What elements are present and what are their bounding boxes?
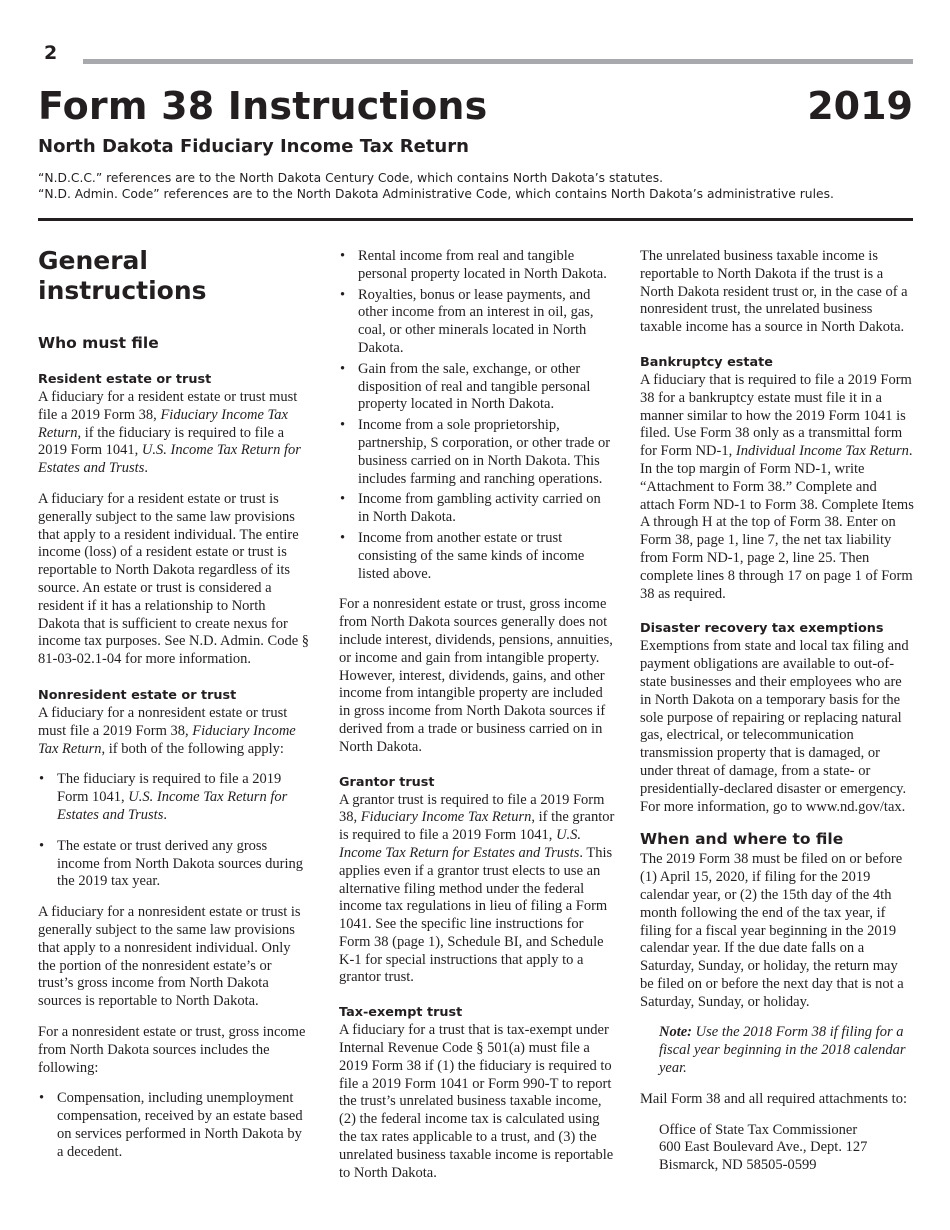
list-item: • Gain from the sale, exchange, or other disposition of real and tangible personal property located in North Dakota. (339, 361, 615, 414)
list-item: • Rental income from real and tangible personal property located in North Dakota. (339, 248, 615, 284)
heading-grantor-trust: Grantor trust (339, 774, 435, 790)
column-3 (640, 244, 915, 1175)
paragraph-bankruptcy-estate: A fiduciary that is required to file a 2019 Form 38 for a bankruptcy estate must file it in a manner similar to how the 2019 Form 1041 is filed. Use Form 38 only as a transmittal form for Form ND-1, Individual Income Tax Return. In the top margin of Form ND-1, write “Attachment to Form 38.” Complete and attach Form ND-1 to Form 38. Complete Items A through H at the top of Form 38. Enter on Form 38, page 1, line 7, the net tax liability from Form ND-1, page 2, line 25. Then complete lines 8 through 17 on page 1 of Form 38 as required. (640, 371, 914, 602)
paragraph-nonresident-law: A fiduciary for a nonresident estate or trust is generally subject to the same law provisions that apply to a nonresident individual. Only the portion of the nonresident estate’s or trust’s gross income from North Dakota sources is reportable to North Dakota. (38, 904, 301, 1010)
address-line: Bismarck, ND 58505-0599 (659, 1157, 817, 1174)
paragraph-nonresident-exclusions: For a nonresident estate or trust, gross income from North Dakota sources generally does not include interest, dividends, pensions, annuities, or income and gain from intangible property. However, interest, dividends, gains, and other income from intangible property are included in gross income from North Dakota sources if derived from a trade or business carried on in North Dakota. (339, 596, 613, 755)
paragraph-due-date: The 2019 Form 38 must be filed on or before (1) April 15, 2020, if filing for the 2019 calendar year, or (2) the 15th day of the 4th month following the end of the tax year, if filing for a fiscal year beginning in the 2019 calendar year. If the due date falls on a Saturday, Sunday, or holiday, the return may be filed on or before the next day that is not a Saturday, Sunday, or holiday. (640, 851, 904, 1010)
list-item: • Compensation, including unemployment compensation, received by an estate based on services performed in North Dakota by a decedent. (38, 1090, 310, 1161)
gross-income-list-part1 (38, 1090, 310, 1161)
column-1 (38, 244, 310, 1174)
form-year: 2019 (807, 84, 913, 128)
section-title-general-instructions (38, 246, 310, 306)
top-rule (83, 59, 913, 64)
nonresident-conditions-list (38, 771, 310, 891)
paragraph-mail-instructions: Mail Form 38 and all required attachments to: (640, 1090, 907, 1107)
heading-tax-exempt-trust: Tax-exempt trust (339, 1005, 463, 1021)
list-item: • Royalties, bonus or lease payments, and other income from an interest in oil, gas, coal, or other minerals located in North Dakota. (339, 287, 615, 358)
reference-note-admin-code: “N.D. Admin. Code” references are to the North Dakota Administrative Code, which contains North Dakota’s administrative rules. (38, 187, 834, 201)
paragraph-nonresident-filing: A fiduciary for a nonresident estate or trust must file a 2019 Form 38, Fiduciary Income Tax Return, if both of the following apply: (38, 704, 296, 757)
section-title-line-2: instructions (38, 276, 207, 305)
page-number: 2 (44, 42, 58, 64)
paragraph-resident-filing: A fiduciary for a resident estate or trust must file a 2019 Form 38, Fiduciary Income Tax Return, if the fiduciary is required to file a 2019 Form 1041, U.S. Income Tax Return for Estates and Trusts. (38, 389, 301, 477)
paragraph-disaster-recovery: Exemptions from state and local tax filing and payment obligations are available to out-of-state businesses and their employees who are in North Dakota on a temporary basis for the sole purpose of repairing or replacing natural gas, electrical, or telecommunication transmission property that is damaged, or under threat of damage, from a state- or presidentially-declared disaster or emergency. For more information, go to www.nd.gov/tax. (640, 638, 909, 815)
paragraph-tax-exempt-trust: A fiduciary for a trust that is tax-exempt under Internal Revenue Code § 501(a) must file a 2019 Form 38 if (1) the fiduciary is required to file a 2019 Form 1041 or Form 990-T to report the trust’s unrelated business taxable income, (2) the federal income tax is calculated using the tax rates applicable to a trust, and (3) the unrelated business taxable income is reportable to North Dakota. (339, 1022, 614, 1181)
page-title: Form 38 Instructions (38, 84, 488, 128)
paragraph-resident-law: A fiduciary for a resident estate or trust is generally subject to the same law provisions that apply to a resident individual. The entire income (loss) of a resident estate or trust is reportable to North Dakota regardless of its source. An estate or trust is considered a resident if it has a relationship to North Dakota that is sufficient to create nexus for income tax purposes. See N.D. Admin. Code § 81-03-02.1-04 for more information. (38, 490, 310, 668)
paragraph-grantor-trust: A grantor trust is required to file a 2019 Form 38, Fiduciary Income Tax Return, if the grantor is required to file a 2019 Form 1041, U.S. Income Tax Return for Estates and Trusts. This applies even if a grantor trust elects to use an alternative filing method under the federal income tax regulations in lieu of filing a Form 1041. See the specific line instructions for Form 38 (page 1), Schedule BI, and Schedule K-1 for special instructions that apply to a grantor trust. (339, 791, 615, 986)
list-item: • Income from another estate or trust consisting of the same kinds of income listed above. (339, 530, 615, 583)
mailing-address (640, 1122, 915, 1175)
paragraph-unrelated-business: The unrelated business taxable income is reportable to North Dakota if the trust is a North Dakota resident trust or, in the case of a nonresident trust, the unrelated business taxable income has a source in North Dakota. (640, 248, 908, 336)
reference-note-ndcc: “N.D.C.C.” references are to the North Dakota Century Code, which contains North Dakota’s statutes. (38, 171, 664, 185)
heading-nonresident-estate: Nonresident estate or trust (38, 687, 237, 703)
list-item: • The estate or trust derived any gross income from North Dakota sources during the 2019 tax year. (38, 838, 310, 891)
page-subtitle: North Dakota Fiduciary Income Tax Return (38, 136, 469, 157)
heading-bankruptcy-estate: Bankruptcy estate (640, 354, 773, 370)
list-item: • Income from a sole proprietorship, partnership, S corporation, or other trade or business carried on in North Dakota. This includes farming and ranching operations. (339, 417, 615, 488)
header-divider (38, 218, 913, 221)
heading-when-where-to-file: When and where to file (640, 830, 844, 849)
address-line: 600 East Boulevard Ave., Dept. 127 (659, 1139, 868, 1156)
heading-disaster-recovery: Disaster recovery tax exemptions (640, 621, 884, 637)
gross-income-list-part2 (339, 248, 615, 583)
section-title-line-1: General (38, 246, 148, 275)
heading-resident-estate: Resident estate or trust (38, 372, 212, 387)
heading-who-must-file: Who must file (38, 334, 159, 352)
paragraph-nonresident-gross-income: For a nonresident estate or trust, gross income from North Dakota sources includes the following: (38, 1023, 306, 1076)
list-item: • The fiduciary is required to file a 2019 Form 1041, U.S. Income Tax Return for Estates and Trusts. (38, 771, 310, 824)
column-2 (339, 244, 615, 1195)
list-item: • Income from gambling activity carried on in North Dakota. (339, 491, 615, 527)
note-fiscal-year: Note: Use the 2018 Form 38 if filing for a fiscal year beginning in the 2018 calendar year. (659, 1024, 906, 1077)
address-line: Office of State Tax Commissioner (659, 1121, 858, 1138)
